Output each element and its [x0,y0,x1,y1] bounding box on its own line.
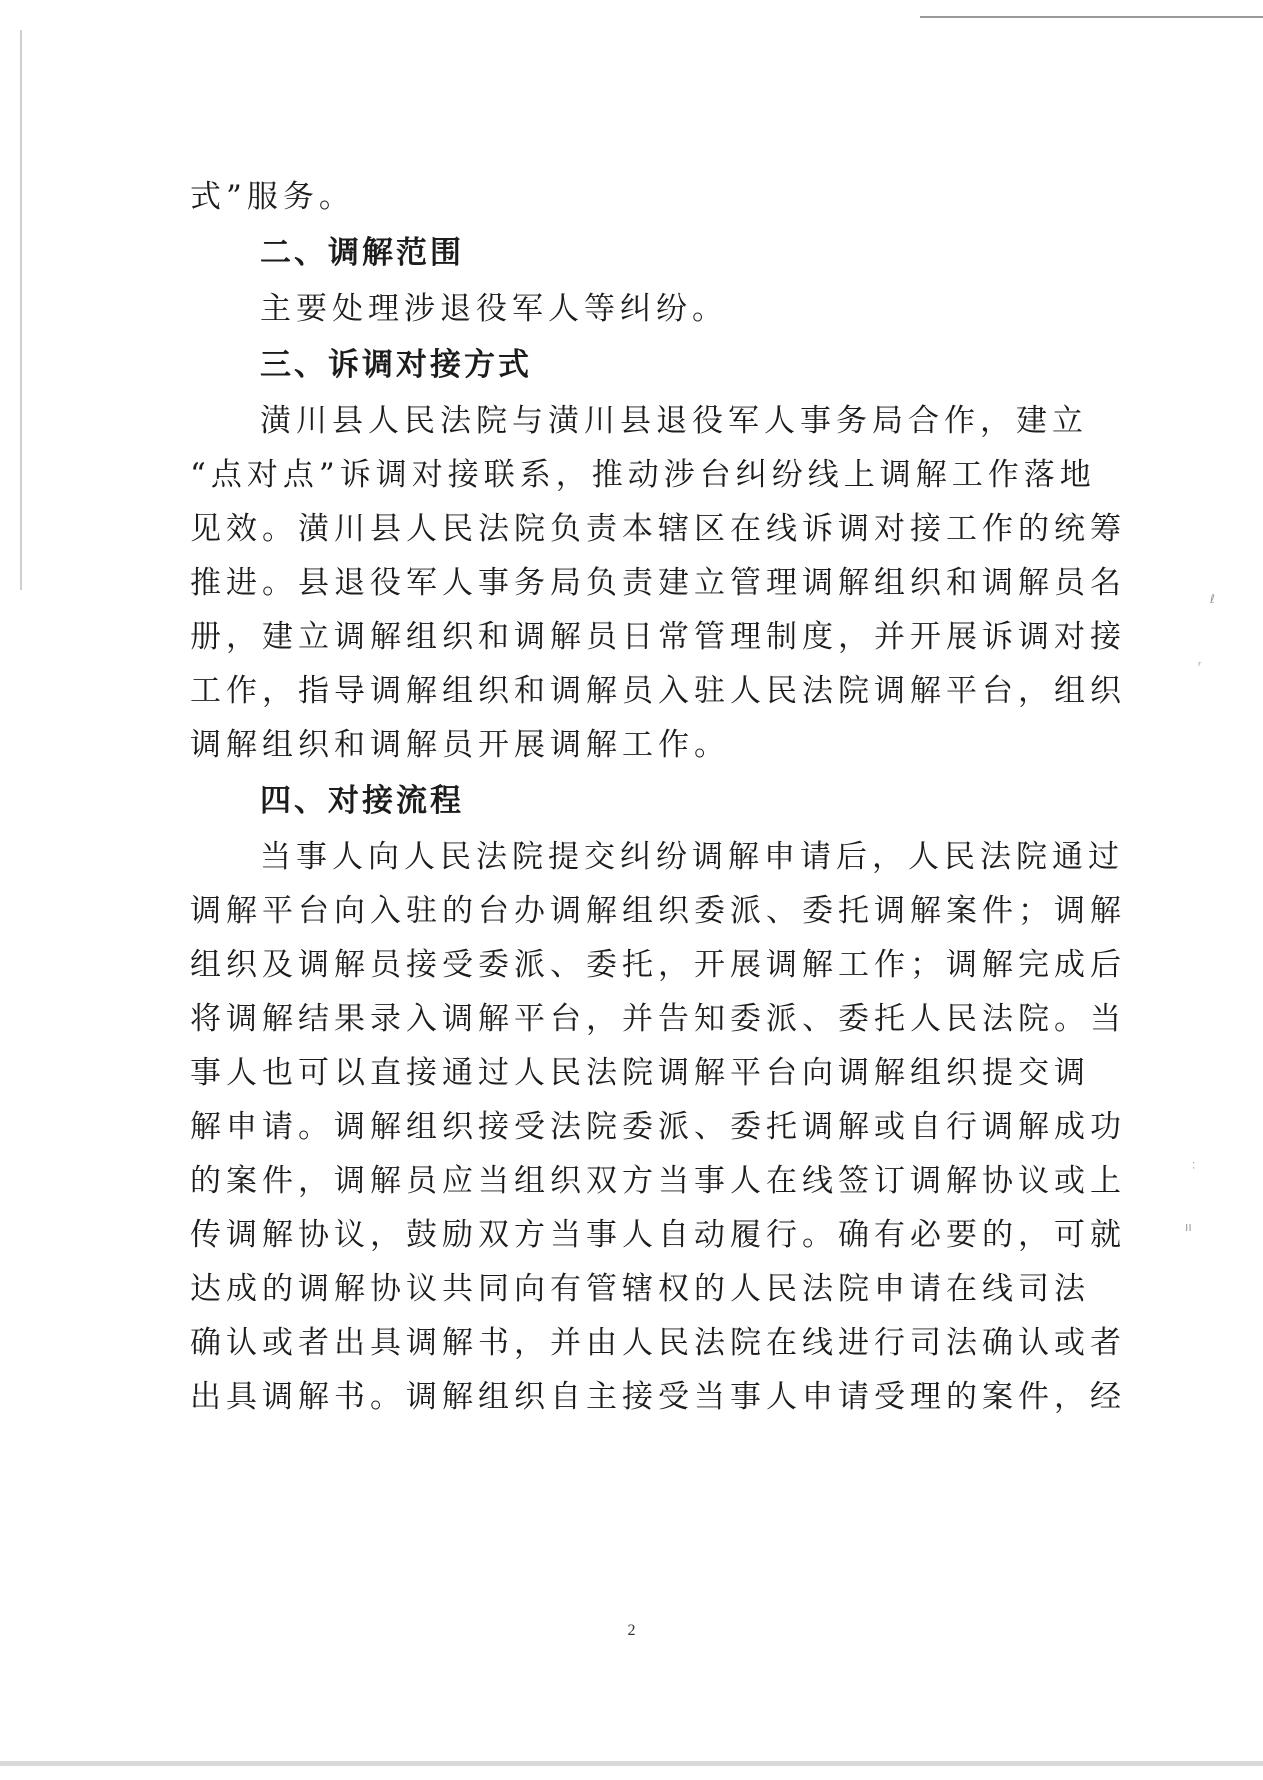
scan-speck: ᵣ [1198,655,1202,669]
text-line: 调解组织和调解员开展调解工作。 [190,727,730,763]
scan-edge-left [20,30,22,590]
text-line: 达成的调解协议共同向有管辖权的人民法院申请在线司法 [190,1271,1090,1307]
text-line: 传调解协议，鼓励双方当事人自动履行。确有必要的，可就 [190,1217,1126,1253]
text-line: 册，建立调解组织和调解员日常管理制度，并开展诉调对接 [190,619,1126,655]
text-line: 式”服务。 [190,179,355,215]
text-line: “点对点”诉调对接联系，推动涉台纠纷线上调解工作落地 [190,457,1096,493]
text-line: 的案件，调解员应当组织双方当事人在线签订调解协议或上 [190,1163,1126,1199]
text-line: 潢川县人民法院与潢川县退役军人事务局合作，建立 [260,403,1088,439]
scan-speck: ıı [1185,1220,1192,1234]
scan-edge-top [920,16,1263,18]
scan-speck: ˸ [1192,1160,1196,1174]
text-line: 见效。潢川县人民法院负责本辖区在线诉调对接工作的统筹 [190,511,1126,547]
text-line: 将调解结果录入调解平台，并告知委派、委托人民法院。当 [190,1001,1126,1037]
section-heading-process: 四、对接流程 [260,783,464,819]
scan-speck: ℓ [1210,592,1215,606]
page-number: 2 [627,1622,636,1639]
section-heading-scope: 二、调解范围 [260,235,464,271]
text-line: 事人也可以直接通过人民法院调解平台向调解组织提交调 [190,1055,1090,1091]
text-line: 出具调解书。调解组织自主接受当事人申请受理的案件，经 [190,1379,1126,1415]
text-line: 解申请。调解组织接受法院委派、委托调解或自行调解成功 [190,1109,1126,1145]
section-heading-docking-method: 三、诉调对接方式 [260,347,532,383]
page-body [190,170,1126,1424]
text-line: 推进。县退役军人事务局负责建立管理调解组织和调解员名 [190,565,1126,601]
scan-edge-bottom [0,1761,1263,1766]
text-line: 调解平台向入驻的台办调解组织委派、委托调解案件；调解 [190,893,1126,929]
text-line: 当事人向人民法院提交纠纷调解申请后，人民法院通过 [260,839,1124,875]
text-line: 工作，指导调解组织和调解员入驻人民法院调解平台，组织 [190,673,1126,709]
text-line: 组织及调解员接受委派、委托，开展调解工作；调解完成后 [190,947,1126,983]
text-line: 主要处理涉退役军人等纠纷。 [260,291,728,327]
text-line: 确认或者出具调解书，并由人民法院在线进行司法确认或者 [190,1325,1126,1361]
